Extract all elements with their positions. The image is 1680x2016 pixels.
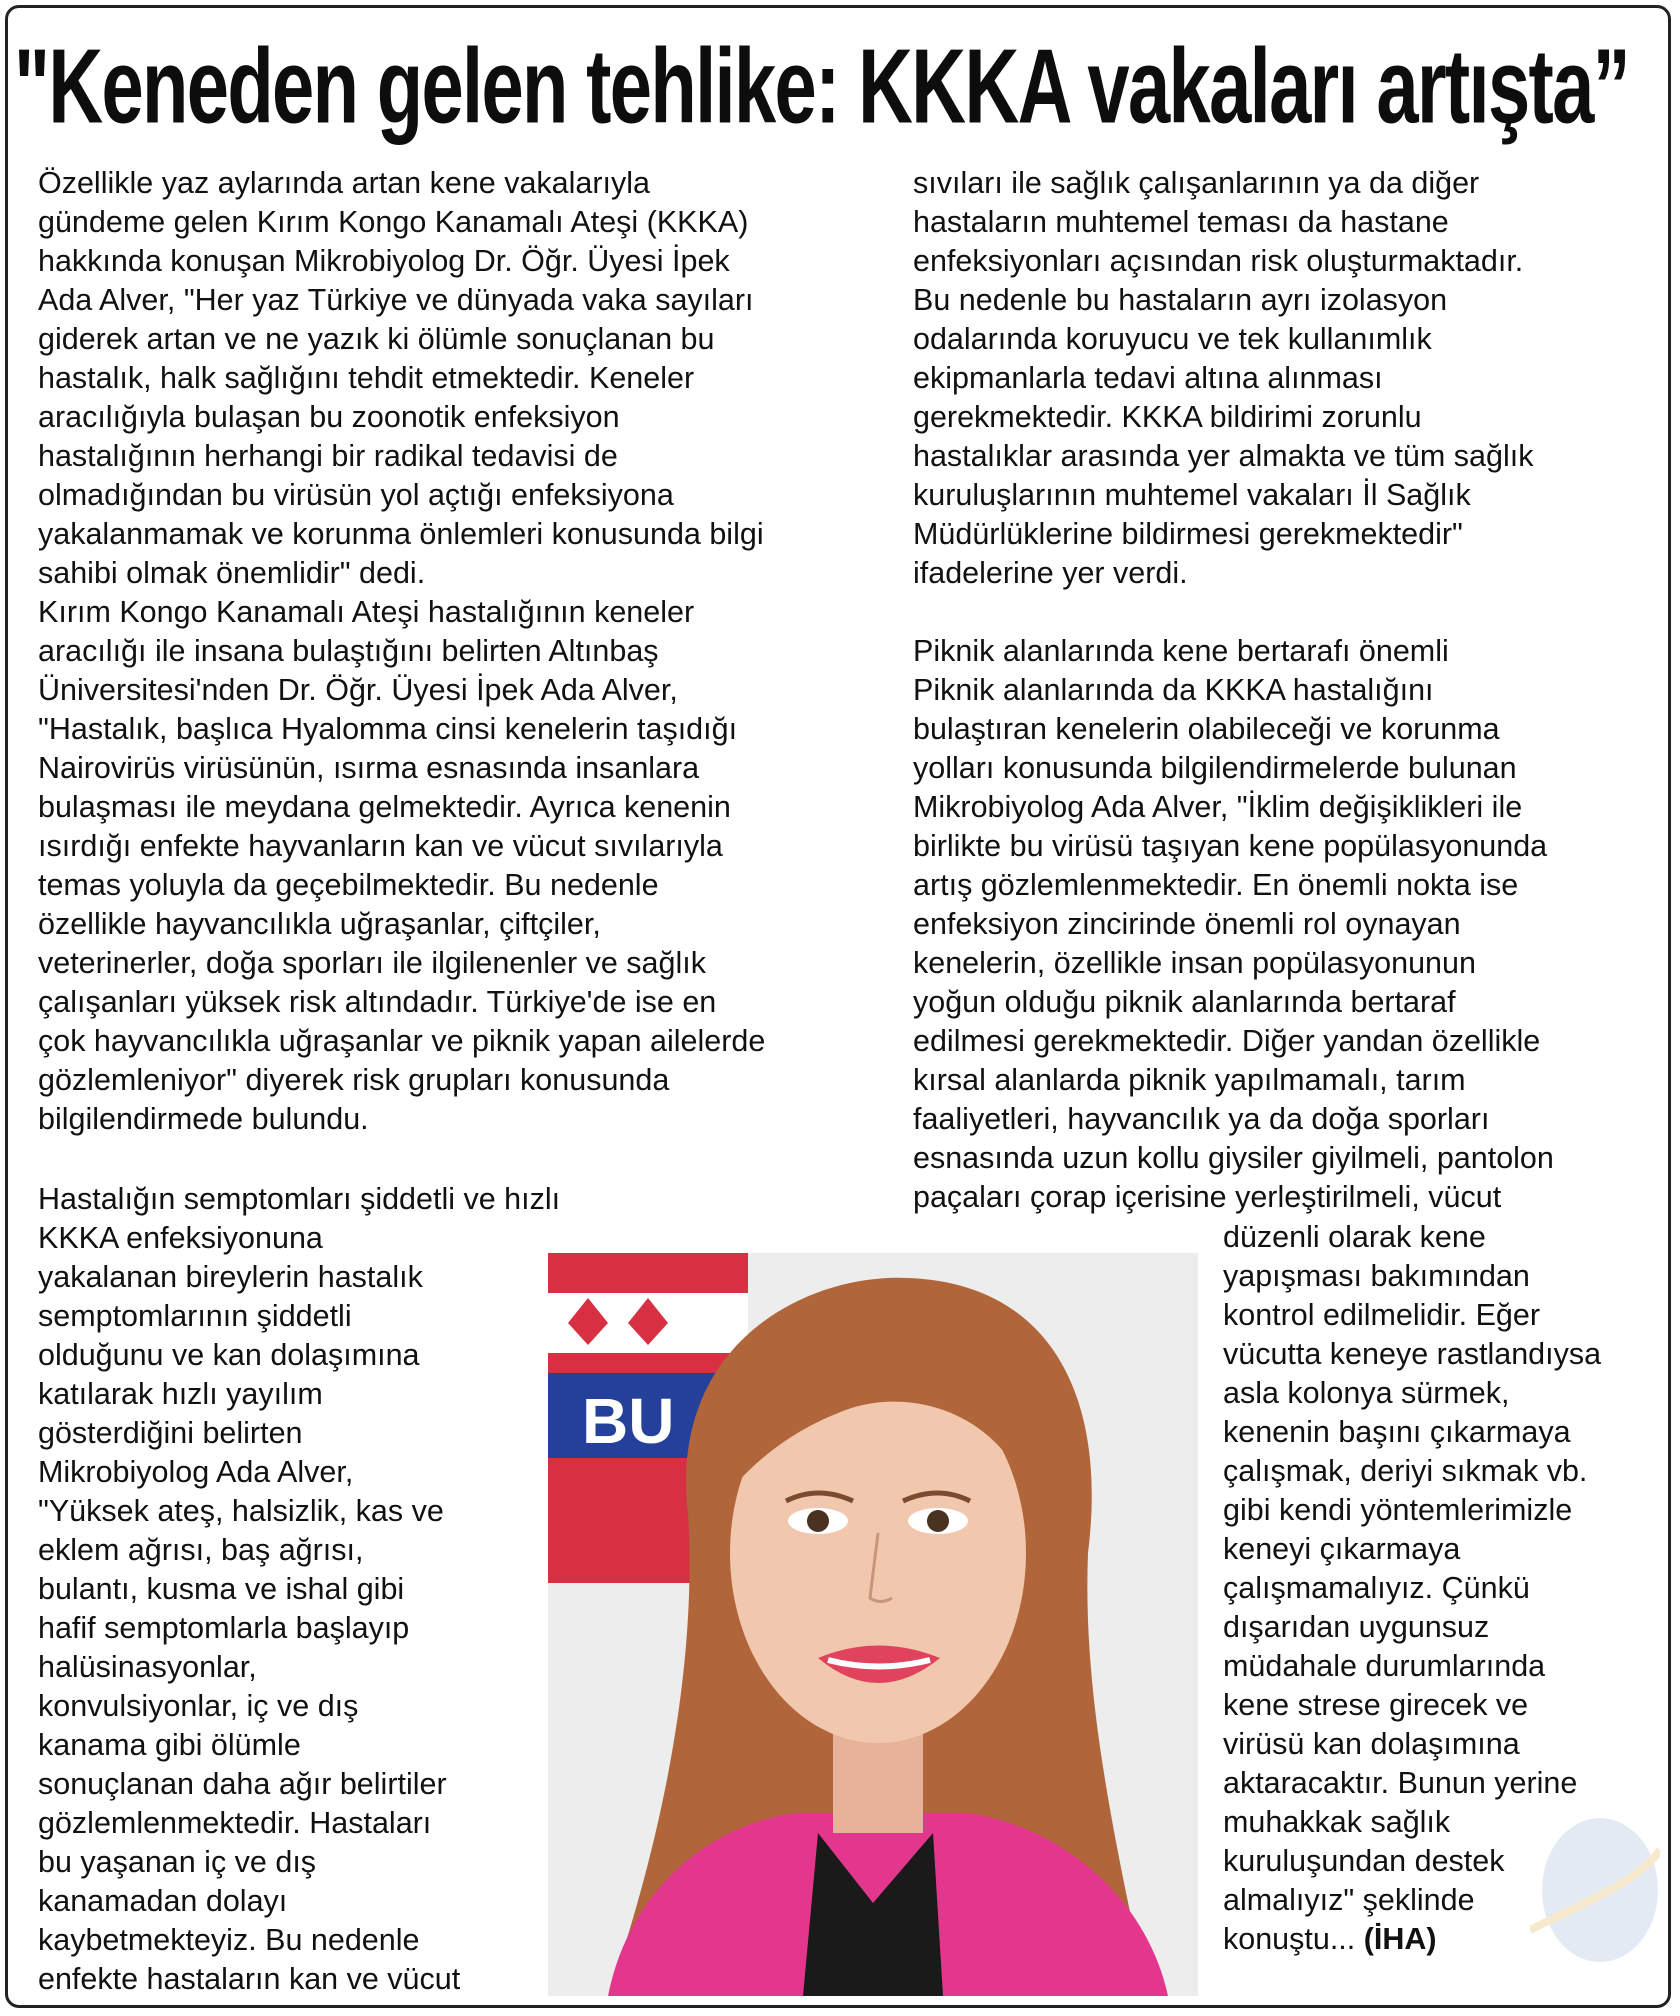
text-line: hakkında konuşan Mikrobiyolog Dr. Öğr. Üyesi İpek <box>38 244 730 278</box>
text-line: yakalanmamak ve korunma önlemleri konusunda bilgi <box>38 517 764 551</box>
text-line: aracılığı ile insana bulaştığını belirten Altınbaş <box>38 634 659 668</box>
text-line: yoğun olduğu piknik alanlarında bertaraf <box>913 985 1456 1019</box>
text-line: düzenli olarak kene <box>1223 1220 1486 1254</box>
text-line: kenelerin, özellikle insan popülasyonunun <box>913 946 1476 980</box>
text-line: Piknik alanlarında kene bertarafı önemli <box>913 634 1449 668</box>
text-line: "Hastalık, başlıca Hyalomma cinsi kenelerin taşıdığı <box>38 712 738 746</box>
text-line: müdahale durumlarında <box>1223 1649 1546 1683</box>
text-line: gözlemleniyor" diyerek risk grupları konusunda <box>38 1063 670 1097</box>
text-line: ekipmanlarla tedavi altına alınması <box>913 361 1383 395</box>
text-line: temas yoluyla da geçebilmektedir. Bu nedenle <box>38 868 659 902</box>
text-line: giderek artan ve ne yazık ki ölümle sonuçlanan bu <box>38 322 715 356</box>
text-line: konvulsiyonlar, iç ve dış <box>38 1689 359 1723</box>
text-line: esnasında uzun kollu giysiler giyilmeli, pantolon <box>913 1141 1554 1175</box>
closing-text: konuştu... <box>1223 1922 1356 1956</box>
text-line: Hastalığın semptomları şiddetli ve hızlı <box>38 1182 561 1216</box>
agency-credit: (İHA) <box>1363 1922 1437 1956</box>
text-line: kanama gibi ölümle <box>38 1728 301 1762</box>
text-line: Üniversitesi'nden Dr. Öğr. Üyesi İpek Ada Alver, <box>38 673 678 707</box>
text-line: semptomlarının şiddetli <box>38 1299 352 1333</box>
text-line: sahibi olmak önemlidir" dedi. <box>38 556 426 590</box>
text-line: kanamadan dolayı <box>38 1884 288 1918</box>
text-line: Mikrobiyolog Ada Alver, "İklim değişiklikleri ile <box>913 790 1523 824</box>
article-headline: "Keneden gelen tehlike: KKKA vakaları artışta” <box>14 28 1629 146</box>
text-line: keneyi çıkarmaya <box>1223 1532 1461 1566</box>
text-line: asla kolonya sürmek, <box>1223 1376 1510 1410</box>
text-line: aktaracaktır. Bunun yerine <box>1223 1766 1578 1800</box>
text-line: gözlemlenmektedir. Hastaları <box>38 1806 432 1840</box>
text-line: ısırdığı enfekte hayvanların kan ve vücut sıvılarıyla <box>38 829 723 863</box>
text-line: edilmesi gerekmektedir. Diğer yandan özellikle <box>913 1024 1541 1058</box>
text-line: katılarak hızlı yayılım <box>38 1377 323 1411</box>
text-line: vücutta keneye rastlandıysa <box>1223 1337 1602 1371</box>
text-line: Ada Alver, "Her yaz Türkiye ve dünyada vaka sayıları <box>38 283 754 317</box>
text-line: veterinerler, doğa sporları ile ilgilenenler ve sağlık <box>38 946 706 980</box>
text-line: özellikle hayvancılıkla uğraşanlar, çiftçiler, <box>38 907 601 941</box>
text-line: enfeksiyon zincirinde önemli rol oynayan <box>913 907 1461 941</box>
text-line: gerekmektedir. KKKA bildirimi zorunlu <box>913 400 1422 434</box>
text-line: paçaları çorap içerisine yerleştirilmeli, vücut <box>913 1180 1502 1214</box>
text-line: kenenin başını çıkarmaya <box>1223 1415 1571 1449</box>
text-line: hastalıklar arasında yer almakta ve tüm sağlık <box>913 439 1534 473</box>
text-line: çalışmak, deriyi sıkmak vb. <box>1223 1454 1588 1488</box>
text-line: "Yüksek ateş, halsizlik, kas ve <box>38 1494 444 1528</box>
text-line: bilgilendirmede bulundu. <box>38 1102 369 1136</box>
text-line: hastalık, halk sağlığını tehdit etmektedir. Keneler <box>38 361 695 395</box>
text-line: KKKA enfeksiyonuna <box>38 1221 323 1255</box>
text-line: muhakkak sağlık <box>1223 1805 1451 1839</box>
text-line: Kırım Kongo Kanamalı Ateşi hastalığının keneler <box>38 595 695 629</box>
text-line: yakalanan bireylerin hastalık <box>38 1260 423 1294</box>
text-line: olduğunu ve kan dolaşımına <box>38 1338 420 1372</box>
text-line: kuruluşlarının muhtemel vakaları İl Sağlık <box>913 478 1471 512</box>
watermark-globe-icon <box>1530 1810 1660 1970</box>
text-line: Nairovirüs virüsünün, ısırma esnasında insanlara <box>38 751 700 785</box>
text-line: Bu nedenle bu hastaların ayrı izolasyon <box>913 283 1448 317</box>
subsection-picnic <box>913 632 1663 1217</box>
text-line: dışarıdan uygunsuz <box>1223 1610 1490 1644</box>
text-line: Mikrobiyolog Ada Alver, <box>38 1455 354 1489</box>
article-column-right-top <box>913 164 1663 1217</box>
text-line: Özellikle yaz aylarında artan kene vakalarıyla <box>38 166 650 200</box>
text-line: Piknik alanlarında da KKKA hastalığını <box>913 673 1434 707</box>
portrait-photo <box>548 1253 1198 1996</box>
text-line: enfeksiyonları açısından risk oluşturmaktadır. <box>913 244 1524 278</box>
text-line: bulaşması ile meydana gelmektedir. Ayrıca kenenin <box>38 790 731 824</box>
text-line: kırsal alanlarda piknik yapılmamalı, tarım <box>913 1063 1466 1097</box>
text-line: enfekte hastaların kan ve vücut <box>38 1962 461 1996</box>
text-line: artış gözlemlenmektedir. En önemli nokta ise <box>913 868 1519 902</box>
text-line: hafif semptomlarla başlayıp <box>38 1611 410 1645</box>
text-line: yolları konusunda bilgilendirmelerde bulunan <box>913 751 1517 785</box>
article-column-left-bottom <box>38 1180 561 1999</box>
photo-banner-text: BU <box>582 1385 675 1457</box>
text-line: yapışması bakımından <box>1223 1259 1530 1293</box>
text-line: hastaların muhtemel teması da hastane <box>913 205 1449 239</box>
article-column-left-top <box>38 164 898 1139</box>
text-line: faaliyetleri, hayvancılık ya da doğa sporları <box>913 1102 1490 1136</box>
text-line: gündeme gelen Kırım Kongo Kanamalı Ateşi (KKKA) <box>38 205 749 239</box>
text-line: bulantı, kusma ve ishal gibi <box>38 1572 405 1606</box>
text-line: kaybetmekteyiz. Bu nedenle <box>38 1923 420 1957</box>
text-line: aracılığıyla bulaşan bu zoonotik enfeksiyon <box>38 400 620 434</box>
text-line: birlikte bu virüsü taşıyan kene popülasyonunda <box>913 829 1548 863</box>
text-line: sıvıları ile sağlık çalışanlarının ya da diğer <box>913 166 1480 200</box>
text-line: eklem ağrısı, baş ağrısı, <box>38 1533 364 1567</box>
text-line: hastalığının herhangi bir radikal tedavisi de <box>38 439 618 473</box>
text-line: kontrol edilmelidir. Eğer <box>1223 1298 1541 1332</box>
text-line: çok hayvancılıkla uğraşanlar ve piknik yapan ailelerde <box>38 1024 766 1058</box>
text-line: çalışanları yüksek risk altındadır. Türkiye'de ise en <box>38 985 717 1019</box>
text-line: halüsinasyonlar, <box>38 1650 257 1684</box>
text-line: kuruluşundan destek <box>1223 1844 1505 1878</box>
text-line: virüsü kan dolaşımına <box>1223 1727 1520 1761</box>
text-line: kene strese girecek ve <box>1223 1688 1529 1722</box>
text-line: bulaştıran kenelerin olabileceği ve korunma <box>913 712 1500 746</box>
text-line: ifadelerine yer verdi. <box>913 556 1188 590</box>
text-line: gösterdiğini belirten <box>38 1416 303 1450</box>
text-line: almalıyız" şeklinde <box>1223 1883 1475 1917</box>
text-line: olmadığından bu virüsün yol açtığı enfeksiyona <box>38 478 674 512</box>
text-line: çalışmamalıyız. Çünkü <box>1223 1571 1530 1605</box>
text-line: sonuçlanan daha ağır belirtiler <box>38 1767 447 1801</box>
text-line: odalarında koruyucu ve tek kullanımlık <box>913 322 1432 356</box>
text-line: Müdürlüklerine bildirmesi gerekmektedir" <box>913 517 1463 551</box>
text-line: bu yaşanan iç ve dış <box>38 1845 317 1879</box>
text-line: gibi kendi yöntemlerimizle <box>1223 1493 1573 1527</box>
